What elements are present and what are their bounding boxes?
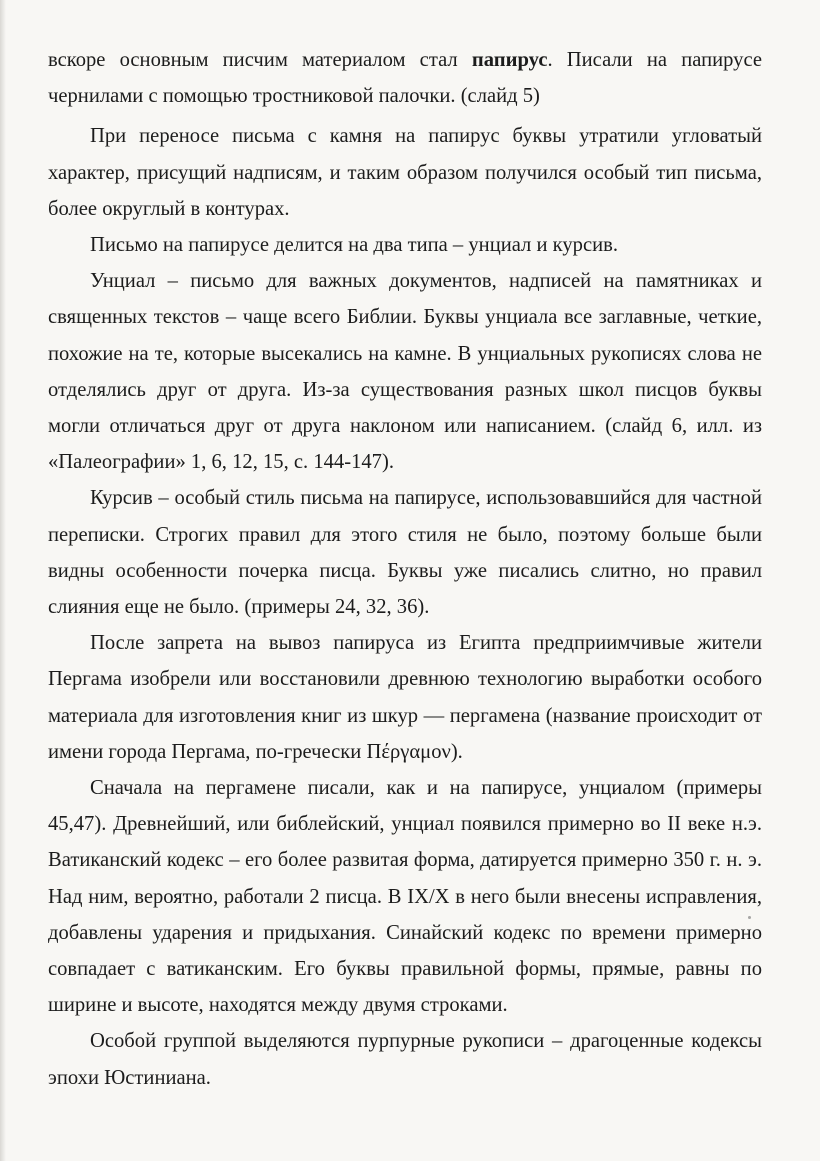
scan-edge-shadow <box>0 0 6 1161</box>
scan-speck <box>748 916 751 919</box>
paragraph-papyrus-intro <box>48 42 762 114</box>
paragraph-parchment-uncial: Сначала на пергамене писали, как и на папирусе, унциалом (примеры 45,47). Древнейший, или библейский, унциал появился примерно во II веке н.э. Ватиканский кодекс – его более развитая форма, датируется примерно 350 г. н. э. Над ним, вероятно, работали 2 писца. В IX/X в него были внесены исправления, добавлены ударения и придыхания. Синайский кодекс по времени примерно совпадает с ватиканским. Его буквы правильной формы, прямые, равны по ширине и высоте, находятся между двумя строками. <box>48 777 762 1017</box>
paragraph-purple-manuscripts: Особой группой выделяются пурпурные рукописи – драгоценные кодексы эпохи Юстиниана. <box>48 1030 762 1089</box>
bold-term-papyrus: папирус <box>471 49 548 71</box>
paragraph-text: . Писали на папирусе чернилами с помощью тростниковой палочки. (слайд 5) <box>48 49 762 108</box>
paragraph-writing-types: Письмо на папирусе делится на два типа – унциал и курсив. <box>90 234 618 257</box>
paragraph-parchment: После запрета на вывоз папируса из Египта предприимчивые жители Пергама изобрели или восстановили древнюю технологию выработки особого материала для изготовления книг из шкур — пергамена (название происходит от имени города Пергама, по-гречески Πέργαμον). <box>48 632 762 763</box>
paragraph-cursive: Курсив – особый стиль письма на папирусе, использовавшийся для частной переписки. Строгих правил для этого стиля не было, поэтому больше были видны особенности почерка писца. Буквы уже писались слитно, но правил слияния еще не было. (примеры 24, 32, 36). <box>48 487 762 619</box>
paragraph-text: вскоре основным писчим материалом стал <box>48 49 472 71</box>
paragraph-uncial: Унциал – письмо для важных документов, надписей на памятниках и священных текстов – чаще всего Библии. Буквы унциала все заглавные, четкие, похожие на те, которые высекались на камне. В унциальных рукописях слова не отделялись друг от друга. Из-за существования разных школ писцов буквы могли отличаться друг от друга наклоном или написанием. (слайд 6, илл. из «Палеографии» 1, 6, 12, 15, с. 144-147). <box>48 270 762 474</box>
paragraph-letter-shape: При переносе письма с камня на папирус буквы утратили угловатый характер, присущий надписям, и таким образом получился особый тип письма, более округлый в контурах. <box>48 125 762 220</box>
